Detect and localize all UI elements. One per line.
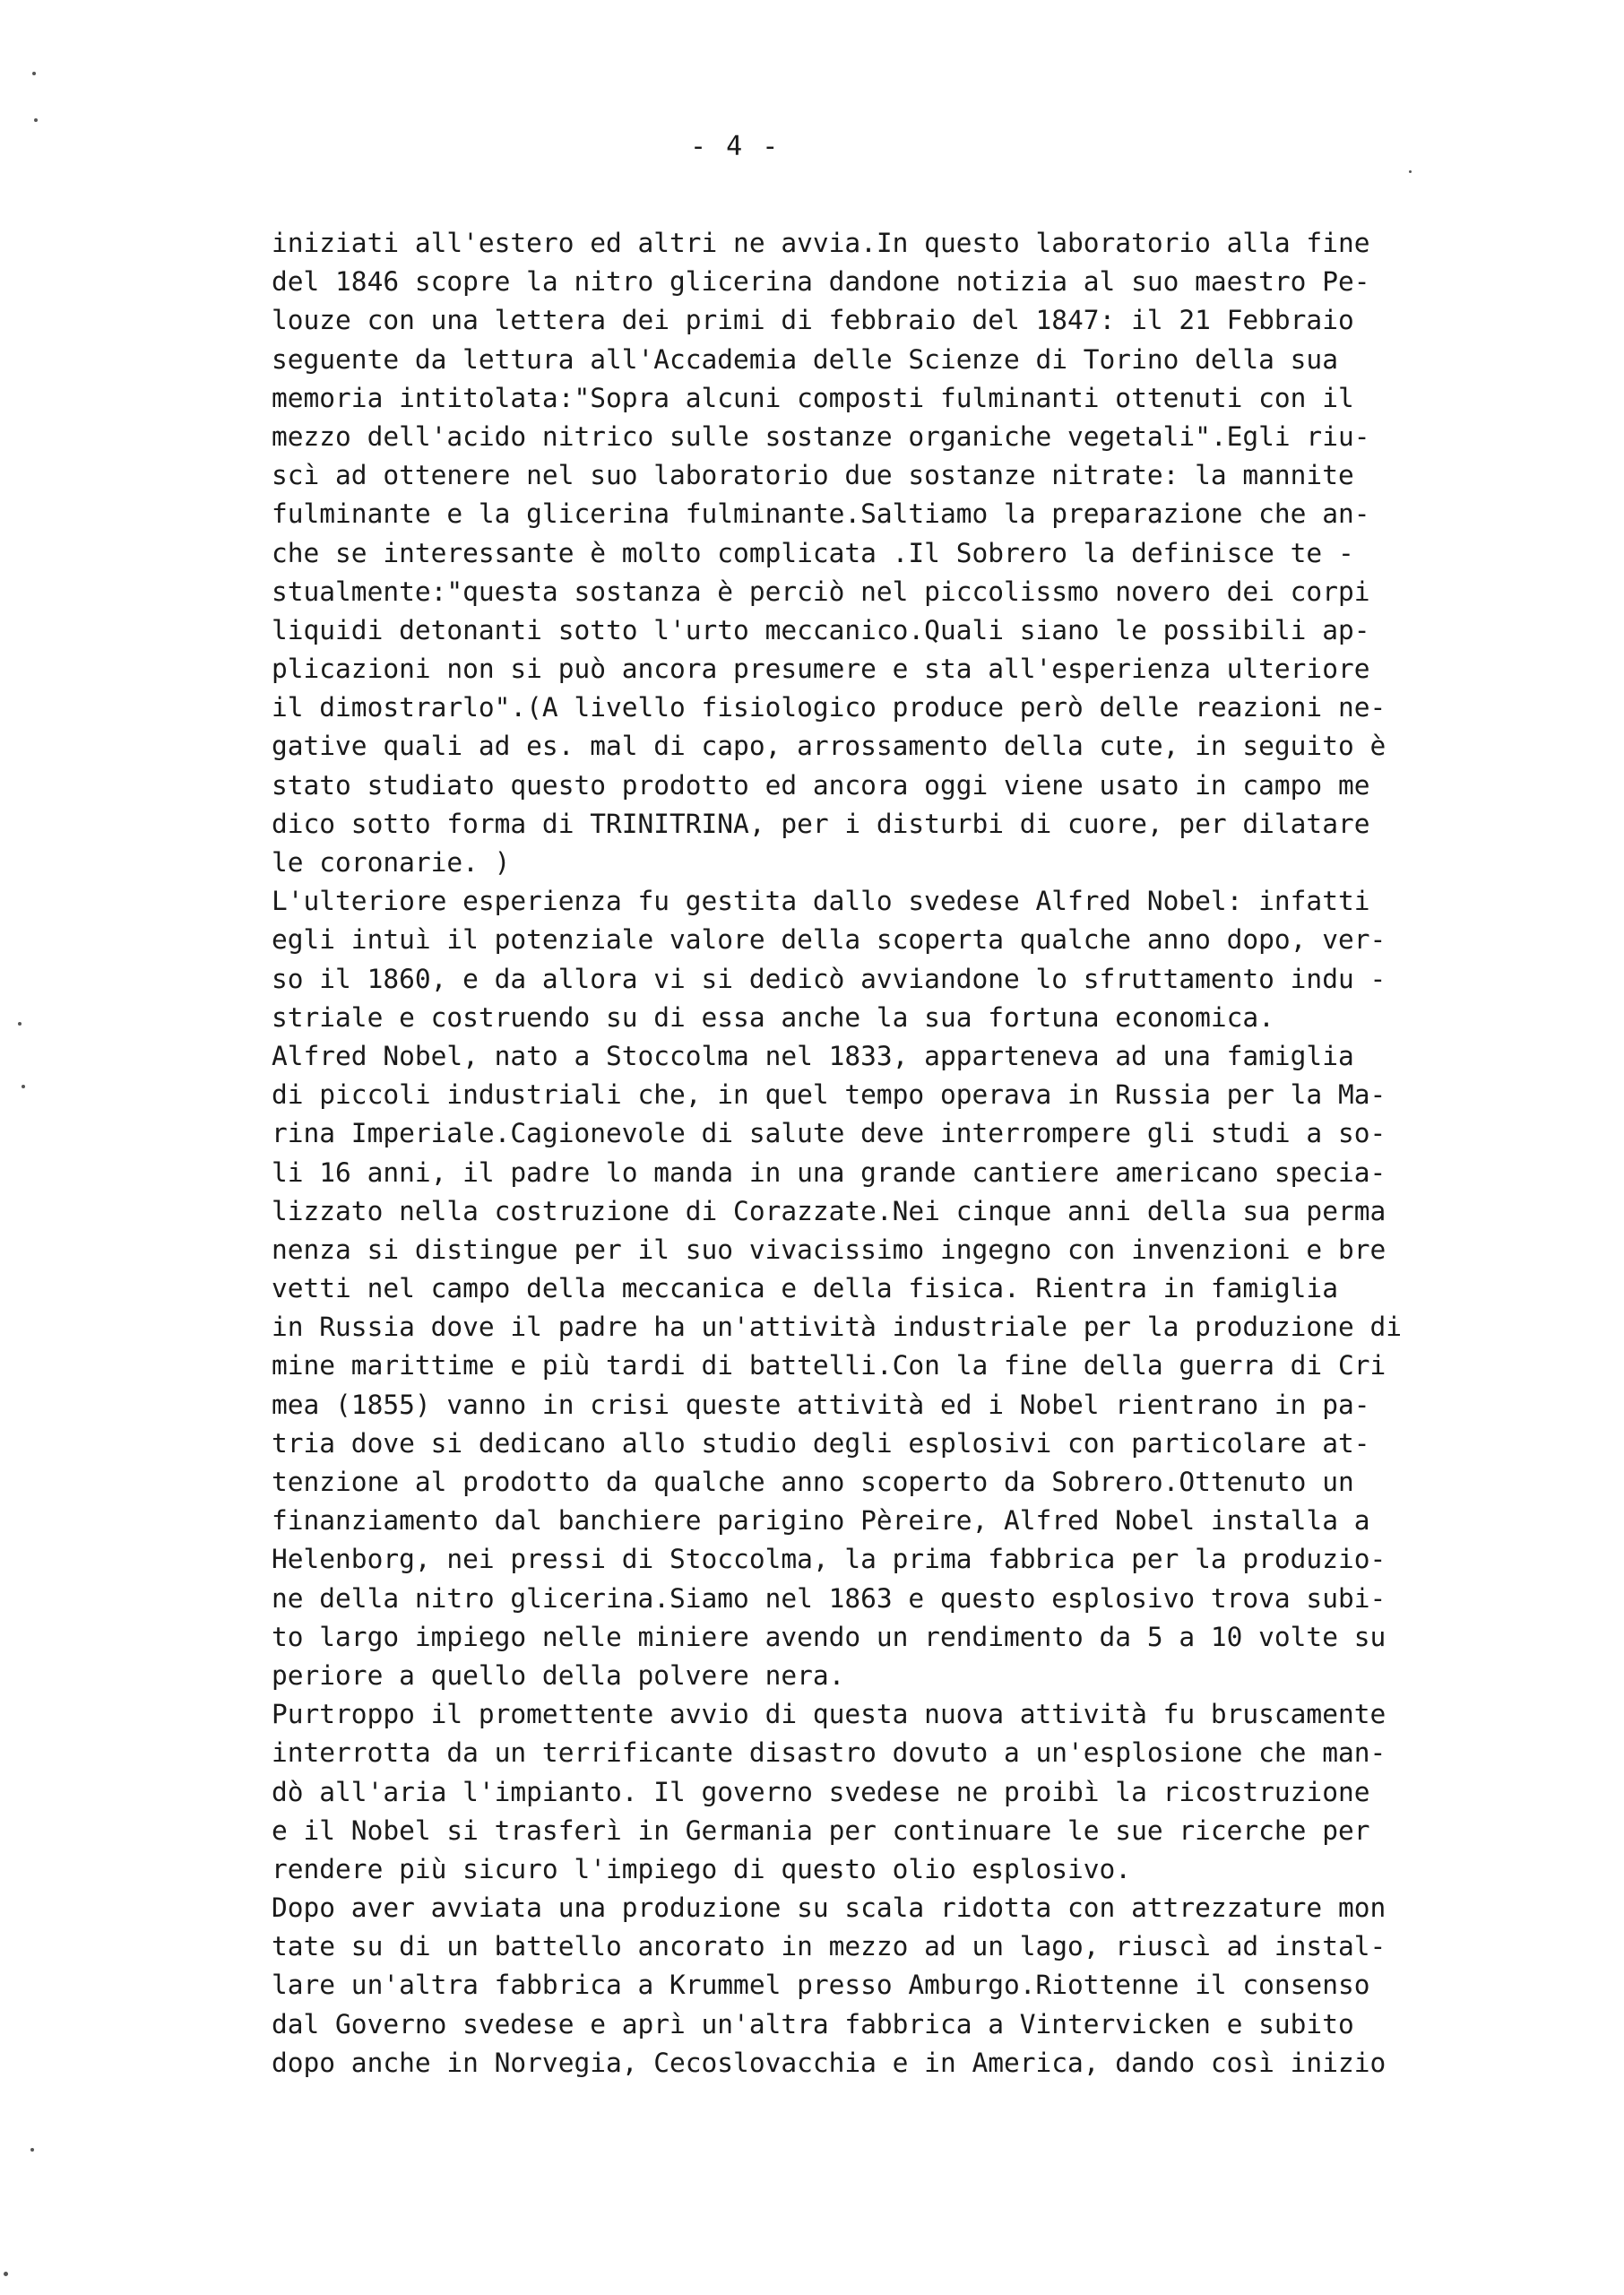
text-line: nenza si distingue per il suo vivacissimo ingegno con invenzioni e bre bbox=[272, 1234, 1386, 1265]
text-line: mine marittime e più tardi di battelli.Con la fine della guerra di Cri bbox=[272, 1350, 1386, 1381]
text-line: dal Governo svedese e aprì un'altra fabbrica a Vintervicken e subito bbox=[272, 2008, 1354, 2040]
text-line: iniziati all'estero ed altri ne avvia.In questo laboratorio alla fine bbox=[272, 228, 1370, 258]
text-line: stato studiato questo prodotto ed ancora oggi viene usato in campo me bbox=[272, 769, 1370, 801]
text-line: Alfred Nobel, nato a Stoccolma nel 1833, apparteneva ad una famiglia bbox=[272, 1040, 1354, 1071]
text-line: li 16 anni, il padre lo manda in una grande cantiere americano specia- bbox=[272, 1156, 1386, 1188]
text-line: le coronarie. ) bbox=[272, 847, 511, 878]
scan-speck bbox=[1409, 170, 1412, 173]
text-line: memoria intitolata:"Sopra alcuni composti fulminanti ottenuti con il bbox=[272, 382, 1354, 413]
text-line: striale e costruendo su di essa anche la sua fortuna economica. bbox=[272, 1001, 1274, 1033]
text-line: to largo impiego nelle miniere avendo un rendimento da 5 a 10 volte su bbox=[272, 1621, 1386, 1652]
text-line: lare un'altra fabbrica a Krummel presso Amburgo.Riottenne il consenso bbox=[272, 1970, 1370, 2001]
text-line: che se interessante è molto complicata .Il Sobrero la definisce te - bbox=[272, 537, 1354, 568]
text-line: liquidi detonanti sotto l'urto meccanico.Quali siano le possibili ap- bbox=[272, 614, 1370, 645]
text-line: Dopo aver avviata una produzione su scala ridotta con attrezzature mon bbox=[272, 1892, 1386, 1924]
text-line: dico sotto forma di TRINITRINA, per i disturbi di cuore, per dilatare bbox=[272, 808, 1370, 839]
text-line: periore a quello della polvere nera. bbox=[272, 1659, 845, 1691]
text-line: ne della nitro glicerina.Siamo nel 1863 e questo esplosivo trova subi- bbox=[272, 1582, 1386, 1614]
text-line: il dimostrarlo".(A livello fisiologico produce però delle reazioni ne- bbox=[272, 692, 1386, 723]
text-line: del 1846 scopre la nitro glicerina dandone notizia al suo maestro Pe- bbox=[272, 266, 1370, 298]
page-number: - 4 - bbox=[690, 131, 781, 162]
text-line: rina Imperiale.Cagionevole di salute deve interrompere gli studi a so- bbox=[272, 1118, 1386, 1149]
text-line: rendere più sicuro l'impiego di questo olio esplosivo. bbox=[272, 1853, 1132, 1884]
scan-speck bbox=[34, 118, 38, 122]
text-line: Helenborg, nei pressi di Stoccolma, la prima fabbrica per la produzio- bbox=[272, 1544, 1386, 1575]
scan-speck bbox=[32, 72, 36, 75]
text-line: Purtroppo il promettente avvio di questa nuova attività fu bruscamente bbox=[272, 1699, 1386, 1730]
text-line: lizzato nella costruzione di Corazzate.Nei cinque anni della sua perma bbox=[272, 1195, 1386, 1226]
text-line: tria dove si dedicano allo studio degli esplosivi con particolare at- bbox=[272, 1427, 1370, 1459]
text-line: e il Nobel si trasferì in Germania per continuare le sue ricerche per bbox=[272, 1814, 1370, 1846]
text-line: so il 1860, e da allora vi si dedicò avviandone lo sfruttamento indu - bbox=[272, 963, 1386, 994]
text-line: mea (1855) vanno in crisi queste attività ed i Nobel rientrano in pa- bbox=[272, 1389, 1370, 1420]
text-line: mezzo dell'acido nitrico sulle sostanze organiche vegetali".Egli riu- bbox=[272, 420, 1370, 452]
text-line: finanziamento dal banchiere parigino Pèreire, Alfred Nobel installa a bbox=[272, 1505, 1370, 1537]
text-line: tate su di un battello ancorato in mezzo ad un lago, riuscì ad instal- bbox=[272, 1931, 1386, 1962]
text-line: egli intuì il potenziale valore della scoperta qualche anno dopo, ver- bbox=[272, 924, 1386, 956]
scan-speck bbox=[4, 2272, 8, 2276]
text-line: tenzione al prodotto da qualche anno scoperto da Sobrero.Ottenuto un bbox=[272, 1467, 1354, 1497]
text-line: louze con una lettera dei primi di febbraio del 1847: il 21 Febbraio bbox=[272, 305, 1354, 336]
scan-speck bbox=[22, 1085, 25, 1088]
text-line: gative quali ad es. mal di capo, arrossamento della cute, in seguito è bbox=[272, 731, 1386, 762]
text-line: fulminante e la glicerina fulminante.Saltiamo la preparazione che an- bbox=[272, 498, 1370, 530]
text-line: vetti nel campo della meccanica e della fisica. Rientra in famiglia bbox=[272, 1273, 1338, 1304]
scan-speck bbox=[30, 2148, 34, 2152]
text-line: seguente da lettura all'Accademia delle Scienze di Torino della sua bbox=[272, 343, 1338, 375]
text-line: interrotta da un terrificante disastro dovuto a un'esplosione che man- bbox=[272, 1737, 1386, 1769]
text-line: stualmente:"questa sostanza è perciò nel piccolissmo novero dei corpi bbox=[272, 576, 1370, 607]
body-text bbox=[272, 224, 1437, 2083]
scan-speck bbox=[18, 1022, 22, 1026]
text-line: di piccoli industriali che, in quel tempo operava in Russia per la Ma- bbox=[272, 1079, 1386, 1111]
text-line: L'ulteriore esperienza fu gestita dallo svedese Alfred Nobel: infatti bbox=[272, 886, 1370, 917]
text-line: dopo anche in Norvegia, Cecoslovacchia e in America, dando così inizio bbox=[272, 2047, 1386, 2078]
text-line: dò all'aria l'impianto. Il governo svedese ne proibì la ricostruzione bbox=[272, 1776, 1370, 1807]
text-line: in Russia dove il padre ha un'attività industriale per la produzione di bbox=[272, 1312, 1402, 1343]
text-line: scì ad ottenere nel suo laboratorio due sostanze nitrate: la mannite bbox=[272, 460, 1354, 491]
text-line: plicazioni non si può ancora presumere e sta all'esperienza ulteriore bbox=[272, 654, 1370, 685]
